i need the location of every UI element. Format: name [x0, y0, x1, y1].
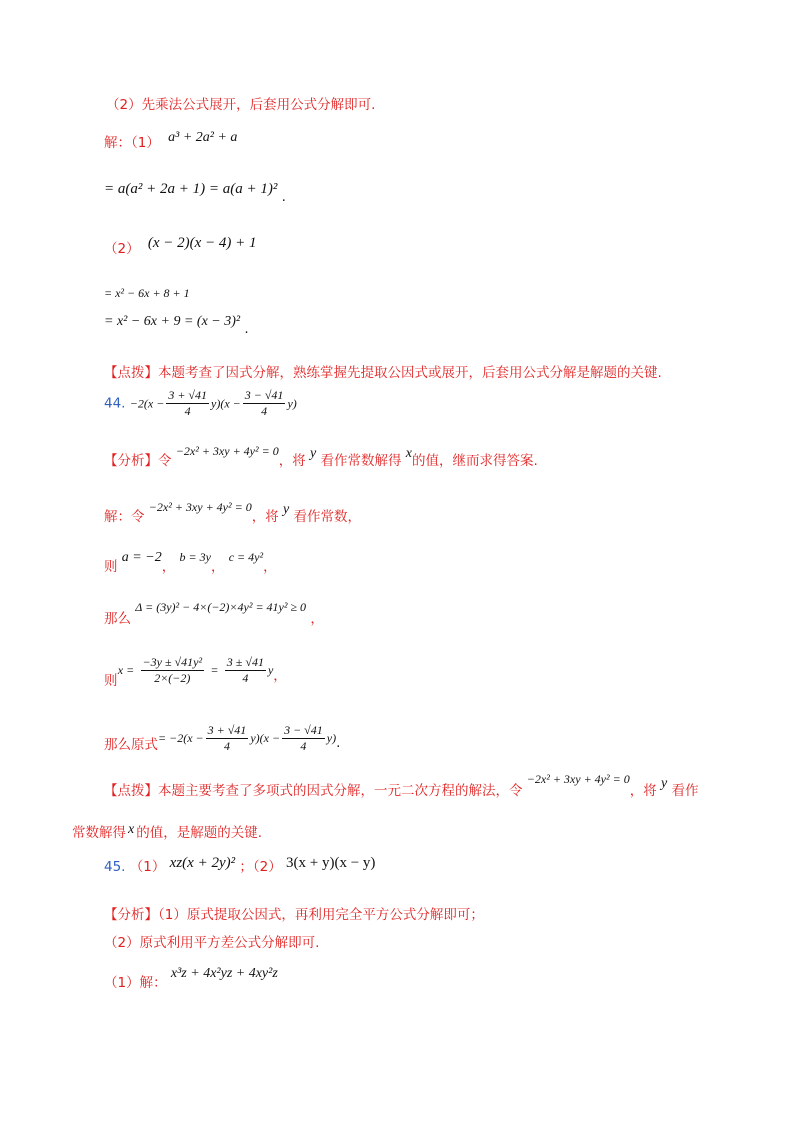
- answer-part: y)(x −: [250, 731, 281, 745]
- tip-tag: 【点拨】: [104, 783, 158, 799]
- solution-line-44-2: [104, 550, 277, 577]
- tip-tag: 【点拨】: [104, 365, 158, 381]
- solution-label: 解：令: [104, 509, 145, 525]
- var-y: y: [309, 446, 317, 461]
- text: ，将: [629, 783, 657, 799]
- solution-label: 解：（1）: [104, 135, 160, 151]
- text: 本题主要考查了多项式的因式分解，一元二次方程的解法，令: [158, 783, 523, 799]
- tip-line-43: [104, 364, 662, 382]
- tip-text: 本题考查了因式分解，熟练掌握先提取公因式或展开，后套用公式分解是解题的关键.: [158, 365, 662, 381]
- fraction-1: $\frac{3 + √41}{4}$: [207, 722, 247, 753]
- solution-line-3: [104, 235, 257, 258]
- comma: ，: [161, 559, 176, 575]
- part-label: （1）: [129, 859, 166, 875]
- solution-line-44-4: [104, 650, 287, 690]
- factorization-x: = x² − 6x + 9 = (x − 3)²: [104, 314, 241, 329]
- part-label: （2）: [104, 241, 140, 257]
- comma: ，: [310, 611, 324, 627]
- text: 那么: [104, 611, 131, 627]
- coef-a: a = −2: [121, 550, 162, 565]
- x-value: x =: [117, 663, 135, 677]
- hint-line-2: [106, 96, 375, 114]
- analysis-line-45-1: [104, 906, 484, 924]
- separator: ；（2）: [239, 859, 282, 875]
- discriminant: Δ = (3y)² − 4×(−2)×4y² = 41y² ≥ 0: [135, 600, 307, 614]
- solution-line-2: [104, 180, 286, 205]
- text: 则: [104, 559, 118, 575]
- fraction-2: $\frac{3 - √41}{4}$: [284, 722, 323, 753]
- expression-a: a³ + 2a² + a: [168, 130, 238, 145]
- analysis-line-44: [104, 444, 538, 471]
- question-number: 45.: [104, 859, 126, 875]
- solution-line-5: [104, 312, 249, 337]
- answer-part: = −2(x −: [158, 731, 204, 745]
- solution-line-44-1: [104, 500, 361, 527]
- solution-line-4: [104, 284, 190, 302]
- answer-2: 3(x + y)(x − y): [286, 855, 376, 871]
- var-y: y: [660, 776, 668, 791]
- fraction-root: $\frac{\text{−3y ± √41y²}}{2\times(-2)}$: [142, 654, 203, 685]
- expression-45: x³z + 4x²yz + 4xy²z: [170, 966, 278, 981]
- var-x: x: [128, 822, 135, 837]
- expansion-x: = x² − 6x + 8 + 1: [104, 286, 190, 300]
- tip-line-44: [104, 772, 699, 801]
- text: 那么原式: [104, 737, 158, 753]
- analysis-line-45-2: [104, 934, 319, 952]
- equation: −2x² + 3xy + 4y² = 0: [148, 500, 252, 514]
- answer-part: y)(x −: [211, 396, 241, 411]
- solution-line-45-1: [104, 966, 278, 993]
- fraction-simplified: $\frac{3 \pm √41}{4}$: [226, 654, 264, 685]
- comma: ，: [273, 668, 287, 684]
- analysis-tag: 【分析】: [104, 453, 158, 469]
- text: ，将: [251, 509, 279, 525]
- answer-part: y): [326, 731, 337, 745]
- equation: −2x² + 3xy + 4y² = 0: [526, 772, 630, 786]
- question-45-answer: [104, 855, 376, 876]
- coef-b: b = 3y: [179, 550, 211, 564]
- text: （1）原式提取公因式，再利用完全平方公式分解即可；: [158, 907, 484, 923]
- text: 看作: [671, 783, 699, 799]
- expression-x: (x − 2)(x − 4) + 1: [147, 235, 257, 251]
- solution-line-44-3: [104, 600, 324, 628]
- coef-c: c = 4y²: [228, 550, 264, 564]
- equation: −2x² + 3xy + 4y² = 0: [175, 444, 279, 458]
- var-x: x: [405, 446, 413, 461]
- var-y: y: [282, 502, 290, 517]
- factorization-a: = a(a² + 2a + 1) = a(a + 1)²: [104, 181, 278, 197]
- tip-line-44-cont: [72, 824, 262, 843]
- fraction-1: $\frac{3 + √41}{4}$: [168, 388, 207, 418]
- solution-label: （1）解：: [104, 975, 167, 991]
- analysis-tag: 【分析】: [104, 907, 158, 923]
- answer-part: y): [287, 396, 297, 411]
- solution-line-44-5: [104, 722, 340, 754]
- period: .: [244, 321, 249, 337]
- text: 常数解得: [72, 825, 126, 841]
- text: （2）原式利用平方差公式分解即可.: [104, 935, 320, 951]
- solution-line-1: [104, 130, 238, 153]
- text: 看作常数，: [293, 509, 361, 525]
- text: 令: [158, 453, 172, 469]
- period: .: [336, 735, 341, 751]
- text: 的值，继而求得答案.: [412, 453, 538, 469]
- answer-part: −2(x −: [129, 396, 165, 411]
- answer-1: xz(x + 2y)²: [169, 855, 236, 871]
- period: .: [281, 189, 286, 205]
- text: ，将: [278, 453, 306, 469]
- var-y: y: [267, 663, 274, 677]
- equals: =: [210, 663, 219, 677]
- comma: ，: [210, 559, 225, 575]
- question-number: 44.: [104, 395, 126, 412]
- hint-text: （2）先乘法公式展开，后套用公式分解即可.: [106, 97, 376, 113]
- question-44-answer: [104, 388, 297, 419]
- text: 看作常数解得: [320, 453, 402, 469]
- fraction-2: $\frac{3 - √41}{4}$: [244, 388, 284, 418]
- text: 的值，是解题的关键.: [136, 825, 263, 841]
- comma: ，: [263, 559, 277, 575]
- text: 则: [104, 673, 118, 689]
